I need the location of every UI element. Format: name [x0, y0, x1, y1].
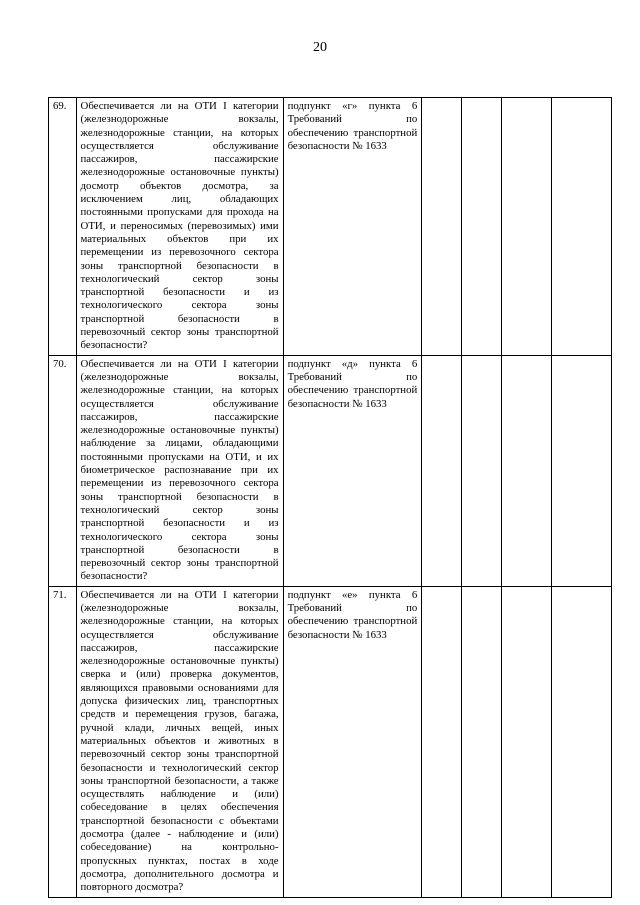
- reference-cell: [283, 586, 422, 897]
- reference-cell: [283, 355, 422, 586]
- answer-no-cell: [462, 98, 502, 356]
- reference-cell: [283, 98, 422, 356]
- table-row: [49, 98, 612, 356]
- row-number: 69.: [49, 98, 77, 356]
- table-row: [49, 586, 612, 897]
- reference-text: подпункт «д» пункта 6 Требований по обеспечению транспортной безопасности № 1633: [287, 357, 418, 410]
- page-number: 20: [313, 40, 327, 55]
- row-number: 71.: [49, 586, 77, 897]
- answer-no-cell: [462, 355, 502, 586]
- note-cell: [551, 586, 611, 897]
- checklist-table: [48, 97, 612, 898]
- answer-yes-cell: [422, 355, 462, 586]
- answer-na-cell: [501, 355, 551, 586]
- answer-yes-cell: [422, 98, 462, 356]
- answer-no-cell: [462, 586, 502, 897]
- question-cell: Обеспечивается ли на ОТИ I категории (железнодорожные вокзалы, железнодорожные станции, на которых осуществляется обслуживание пассажиров, пассажирские железнодорожные остановочные пункты) сверка и (или) проверка документов, являющихся правовыми основаниями для допуска физических лиц, транспортных средств и перемещения грузов, багажа, ручной клади, личных вещей, иных материальных объектов и животных в перевозочный сектор зоны транспортной безопасности и технологический сектор зоны транспортной безопасности, а также осуществлять наблюдение и (или) собеседование в целях обеспечения транспортной безопасности с объектами досмотра (далее - наблюдение и (или) собеседование) на контрольно-пропускных пунктах, постах в ходе досмотра, дополнительного досмотра и повторного досмотра?: [76, 586, 283, 897]
- question-cell: Обеспечивается ли на ОТИ I категории (железнодорожные вокзалы, железнодорожные станции, на которых осуществляется обслуживание пассажиров, пассажирские железнодорожные остановочные пункты) досмотр объектов досмотра, за исключением лиц, обладающих постоянными пропусками для прохода на ОТИ, и переносимых (перевозимых) ими материальных объектов при их перемещении из перевозочного сектора зоны транспортной безопасности в технологический сектор зоны транспортной безопасности и из технологического сектора зоны транспортной безопасности в перевозочный сектор зоны транспортной безопасности?: [76, 98, 283, 356]
- answer-yes-cell: [422, 586, 462, 897]
- row-number: 70.: [49, 355, 77, 586]
- note-cell: [551, 98, 611, 356]
- answer-na-cell: [501, 586, 551, 897]
- reference-text: подпункт «г» пункта 6 Требований по обеспечению транспортной безопасности № 1633: [287, 100, 418, 152]
- reference-text: подпункт «е» пункта 6 Требований по обеспечению транспортной безопасности № 1633: [287, 588, 418, 641]
- answer-na-cell: [501, 98, 551, 356]
- note-cell: [551, 355, 611, 586]
- table-row: [49, 355, 612, 586]
- question-cell: Обеспечивается ли на ОТИ I категории (железнодорожные вокзалы, железнодорожные станции, на которых осуществляется обслуживание пассажиров, пассажирские железнодорожные остановочные пункты) наблюдение за лицами, обладающими постоянными пропусками на ОТИ, и их биометрическое распознавание при их перемещении из перевозочного сектора зоны транспортной безопасности в технологический сектор зоны транспортной безопасности и из технологического сектора зоны транспортной безопасности в перевозочный сектор зоны транспортной безопасности?: [76, 355, 283, 586]
